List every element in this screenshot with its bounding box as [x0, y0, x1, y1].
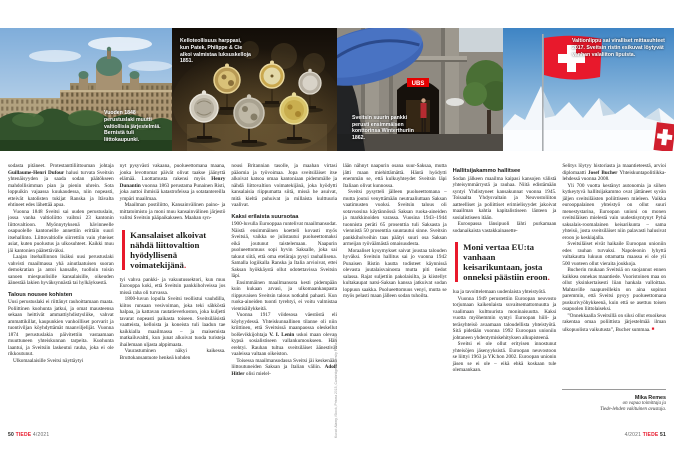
article-column-4: [343, 163, 447, 425]
author-role: Tiede-lehden vakituinen avustaja.: [600, 407, 666, 413]
page-number: 51: [660, 432, 666, 438]
paragraph: tyi vahva pankki- ja vakuutussektori, kun muu Eurooppa koki, että Sveitsin pankkiholveissa jos missä raha oli turvassa.: [119, 276, 226, 296]
pull-quote: [455, 242, 557, 282]
section-heading: Hallitsijakammo hallitsee: [452, 168, 521, 174]
pull-quote: [122, 230, 226, 270]
paragraph: Ulkomaalaisille Sveitsi näyttäytyi: [13, 357, 84, 364]
magazine-logo: TIEDE: [642, 432, 659, 438]
photo-bern-parliament: [0, 28, 172, 151]
paragraph: Vuonna 1949 perustettiin Euroopan neuvosto torjumaan kaikenlaista suvaitsemattomuutta ja vaalimaan kulttuurista moninaisuutta. Kaksi vuotta myöhemmin syntyi Euroopan hiili- ja teräsyhteisö avaamaan taloudellista yhteistyötä. Sitä pidetään vuonna 1992 Euroopan unioniin johtaneen yhdentymiskehityksen alkupisteenä.: [452, 295, 557, 341]
paragraph: 1800-luvun lopulla Sveitsi teollistui vauhdilla, kiitos runsaan vesivoiman, joka teki sähköstä halpaa, ja kattavan rautatieverkoston, joka kuljetti tavarat nopeasti paikasta toiseen. Sveitsiläisistä vaatteista, kelloista ja koneista tuli laadun tae kaikkialla maailmassa – ja maisemista matkailuvaltti, kun junat alkoivat tuoda turisteja ihailemaan uljasta alppimaata.: [119, 296, 226, 348]
photo-swiss-flag-alps: [503, 28, 674, 151]
paragraph: Sveitsiläiset eivät haikaile Euroopan unioniin edes rauhan turvaksi. Napoleonin lyhyttä valtakautta lukuun ottamatta maassa ei ole yli 500 vuoteen ollut vieraita joukkoja.: [562, 241, 666, 267]
magazine-logo: TIEDE: [15, 432, 32, 438]
white-umbrella: [446, 98, 464, 106]
page-number: 50: [8, 432, 14, 438]
author-role: on vapaa toimittaja ja: [622, 401, 666, 406]
article-column-5: [453, 163, 557, 425]
quote-text: Kansalaiset alkoivat nähdä liittovaltion hyödyllisenä voimatekijänä.: [130, 229, 207, 270]
paragraph: Vuonna 1848 Sveitsi sai uuden perustuslain, jossa vanha valtioliitto vaihtui 23 kantonin liittovaltioon. Myönnytyksenä hävinneelle osapuolelle kantoneille annettiin erittäin suuri itsehallinto. Liittovaltiolle siirrettiin vain yhteiset asiat, kuten puolustus ja ulkosuhteet. Kaikki muu jäi kantonien päätettäväksi.: [8, 208, 114, 254]
ubs-sign: [407, 78, 429, 87]
issue-number: 4/2021: [32, 432, 50, 438]
photo-caption-watches: Kelloteollisuus harppasi, kun Patek, Philippe & Cie alkoi valmistaa luksuskelloja 1851.: [180, 38, 251, 65]
paragraph: sodasta pitäneet. Protestanttiliittouman johtaja Guillaume-Henri Dufour halusi turvata Sveitsin yhtenäisyyden ja saada sodan päätökseen mahdollisimman pian ja pienin uhrein. Sota loppuikin vajaassa kuukaudessa, niin nopeasti, etteivät katolisten tukijat Ranska ja Itävalta ehtineet edes lähettää apua.: [8, 163, 114, 208]
photo-luxury-watches: [172, 28, 337, 151]
paragraph: lään nähnyt naapurin osana suur-Saksaa, mutta jätti maan miehittämättä. Häntä hyödytti enemmän se, että kulkuyhteydet Sveitsin läpi Italiaan olivat kunnossa.: [343, 163, 447, 189]
corner-flag: [653, 122, 674, 151]
paragraph: ”Onnekkaalla Sveitsillä on siksi ollut etuoikeus rakentaa omaa poliittista järjestelmää ilman ulkopuolista vaikutusta”, Bucher summaa. ■: [562, 312, 666, 333]
paragraph: Bucherin mukaan Sveitsiä on suojannut ennen kaikkea onnekas maantiede. Vuoristoinen maa on ollut yksinkertaisesti liian hankala valloittaa. Mahtaville naapureillekin on aina sopinut paremmin, että Sveitsi pysyy puolueettomana puskurivyöhykkeenä, kuin että se asettuu toisen osapuolen liittolaiseksi.: [562, 267, 666, 312]
paragraph: Uusi perustuslaki ei riittänyt rauhoittamaan maata. Poliittinen kuohunta jatkui, ja omat mausteensa sekaan heittivät ammattiyhdistysliike, vahvat ammattikillat, kaupunkien vanhoilliset porvarit ja tuontiviljan köyhdyttämät maanviljelijät. Vuonna 1874 perustuslakia päivitettiin vastaamaan muuttuneen yhteiskunnan tarpeita. Kuohunta laantui, ja Sveitsiin laskeutui rauha, joka ei ole rikkoutunut.: [8, 299, 114, 357]
paragraph: 1900-luvulla Eurooppaa runtelivat maailmansodat. Näistä ensimmäinen koetteli kovasti myös Sveitsiä, vaikka se julistautui puolueettomaksi eikä joutunut taistelemaan. Naapurin puolueettomuus sopi hyvin Saksalle, joka sai takuut siitä, että oma eteläraja pysyi rauhallisena. Samalla logiikalla Ranska ja Italia arvioivat, ettei Saksan hyökkäystä ollut odotettavissa Sveitsin läpi.: [231, 221, 337, 279]
paragraph: Euroopassa länsipuoli lähti purkamaan sodanaikaista vastakkainasette-: [452, 221, 557, 234]
article-column-6: [562, 163, 666, 425]
paragraph: Sveitsi ei ole ollut erityisen innostunut yhteisöjen jäsenyyksistä. Euroopan neuvostoon se liittyi 1963 ja YK:hon 2002. Euroopan unionin jäsen se ei ole – eikä ehkä koskaan tule olemaankaan.: [452, 341, 557, 373]
svg-text:UBS: UBS: [411, 81, 425, 88]
section-heading: Talous nousee kohisten: [8, 291, 73, 298]
author-byline: [562, 389, 666, 425]
paragraph: Toisessa maailmansodassa Sveitsi jäi keskenään liittoutuneiden Saksan ja Italian väliin. Adolf Hitler olisi mielel-: [231, 357, 337, 377]
paragraph: Sodan jälkeen maailma kaipasi kansojen välistä yhteisymmärrystä ja rauhaa. Niitä edistämään syntyi Yhdistyneet kansakunnat vuonna 1945. Toisaalta Yhdysvaltain ja Neuvostoliiton aatteelliset ja poliittiset erimielisyydet jakoivat maailman kahtia kapitalistiseen länteen ja sosialistiseen itään.: [452, 175, 557, 221]
author-name: Mika Remes: [634, 395, 666, 401]
article-column-3: [231, 163, 337, 425]
paragraph: Yli 700 vuotta kestänyt autonomia ja siihen kytkeytyvä hallitsijakammo ovat jättäneet syvän jäljen sveitsiläisten poliittiseen mieleen. Vaikka eurooppalainen yhteistyö on ollut suuri menestystarina, Euroopan unioni on monen sveitsiläisen mielestä vain uudestisyntynyt Pyhä saksalais-roomalainen keisarikunta – sama yhteisö, josta sveitsiläiset niin palavasti halusivat eroon jo keskiajalla.: [562, 182, 666, 241]
article-column-1: [8, 163, 114, 425]
photo-caption-ubs: Sveitsin suurin pankki perusti ensimmäisen konttorinsa Winterthuriin 1862.: [352, 114, 414, 142]
paragraph: nousi Britannian tasolle, ja maahan virtasi pääomia ja työvoimaa. Jopa sveitsiläiset itse alkoivat katsoa omaa kantoniaan pidemmälle ja nähdä liittovaltion voimatekijänä, joka hyödytti kansalaisia riippumatta siitä, missä he asuivat, mitä kieltä puhuivat ja millaista kulttuuria vaalivat.: [231, 163, 337, 208]
paragraph: Vuonna 1917 viidesosa väestöstä eli köyhyydessä. Yhteiskunnallinen tilanne oli niin kriittinen, että Sveitsissä maanpaossa oleskellut bolševikkijohtaja V. I. Lenin uskoi maan olevan kypsä sosialistiseen vallankumoukseen. Hän erehtyi. Rauhan tultua sveitsiläiset äänestivät vaaleissa valtaan oikeiston.: [231, 312, 337, 357]
article-end-mark: ■: [651, 325, 655, 331]
paragraph: Vaurastuminen näkyi kaikessa. Bruttokansantuote henkeä kohden: [119, 348, 226, 361]
article-column-2: [120, 163, 226, 425]
paragraph: Maailman postiliitto, Kansainvälinen paino- ja mittatoimisto ja moni muu kansainvälinen järjestö valitsi Sveitsin pääpaikakseen. Maahan syn-: [119, 202, 226, 221]
paragraph: Ensimmäinen maailmansota kesti pidempään kuin kukaan arvasi, ja ulkomaankaupasta riippuvaisen Sveitsin talous notkahti pahasti. Kun ruoka-aineiden tuonti tyrehtyi, ei voitu valmistaa vientisäilykkeitä.: [231, 279, 337, 312]
flag-pole: [542, 34, 544, 151]
paragraph: Sveitsi pysytteli jälleen puolueettomana – mutta joutui venyttämään neutraaliuttaan Saksan vaatimusten vuoksi. Sveitsin talous oli sotavuosina käytännössä Saksan ruoka-aineiden ja markkinoiden varassa. Vuosina 1943–1944 tuonnista peräti 65 prosenttia tuli Saksasta ja viennistä 50 prosenttia suuntautui sinne. Sveitsin pankkiholveihin taas päätyi suuri osa Saksan armeijan ryöväämästä omaisuudesta.: [343, 189, 447, 247]
right-page-folio: [625, 432, 666, 438]
left-page: [8, 163, 337, 425]
issue-number: 4/2021: [624, 432, 642, 438]
paragraph: nyt pysyvästi vakaana, puolueettomana maana, jonka levottomat päivät olivat taakse jäänyttä elämää. Luottamusta rakensi myös Henry Dunantin vuonna 1863 perustama Punainen Risti, joka auttoi ihmisiä katastrofeissa ja sotatantereilla ympäri maailmaa.: [119, 163, 226, 202]
right-page: [343, 163, 666, 425]
left-page-folio: [8, 432, 49, 438]
quote-text: Moni vertaa EU:ta vanhaan keisarikuntaan, josta onneksi päästiin eroon.: [463, 242, 550, 282]
photo-band: [0, 28, 674, 151]
paragraph: Selitys löytyy historiasta ja maantieteestä, arvioi diplomaatti Josef Bucher Yhteiskuntapolitiikka-lehdessä vuonna 2008.: [562, 163, 666, 182]
quote-accent-bar: [455, 242, 459, 282]
photo-ubs-bank: [337, 28, 503, 151]
quote-accent-bar: [122, 230, 126, 270]
photo-caption-bern: Vuoden 1848 perustuslaki muutti valtiollisia järjestelmiä. Bernistä tuli liittokaupunki.: [104, 110, 161, 144]
paragraph: Laajan itsehallinnon lisäksi uusi perustuslaki vahvisti maailmassa yhä ainutlaatuisen suoran demokratian ja antoi kansalle, tuolloin toisin sanoen miespuolisille kansalaisille, oikeuden äänestää lakien hyväksynnästä tai hylkäyksestä.: [8, 254, 114, 286]
section-heading: Kaksi erilaista suursotaa: [231, 213, 299, 220]
paragraph: lua ja tavoittelemaan uudenlaista yhteistyötä.: [452, 289, 547, 295]
paragraph: Moraaliset kysymykset saivat joustaa talouden hyväksi. Sveitsin hallitus sai jo vuonna 1942 Punaisen Ristin kautta todisteet käynnissä olevasta juutalaisvainosta mutta piti tiedot salassa. Rajat suljettiin pakolaisilta, ja kiistellyt kultakaupat natsi-Saksan kanssa jatkuivat sodan loppuun saakka. Puolueettomuus venyi, mutta se myös pelasti maan jälleen sodan tuhoilta.: [343, 247, 447, 299]
photo-caption-flag: Valtionlippu sai viralliset mittasuhteet 2017. Sveitsin ristin esikuvat löytyvät vanhan valaliiton lipuista.: [572, 38, 665, 58]
photo-credits: Kuvat: Alamy, iStock, Prisma 2015, Cambridge University Press 2020: [334, 334, 338, 438]
